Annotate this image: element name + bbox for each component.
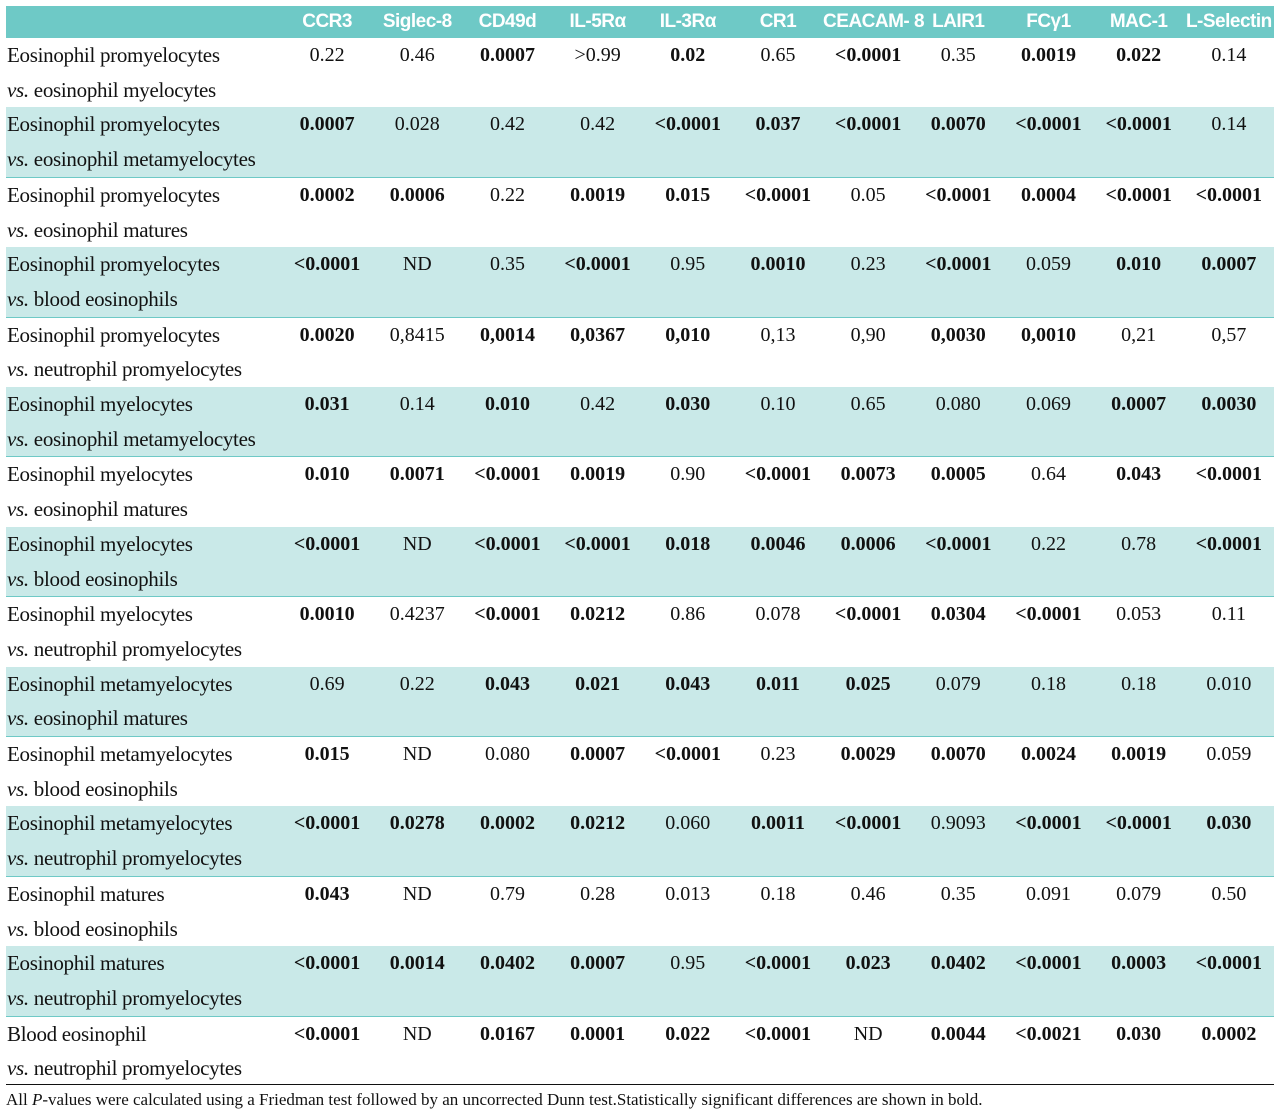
p-value-cell: <0.0001 — [1195, 463, 1263, 486]
p-value-cell: 0.28 — [580, 882, 616, 905]
p-value-cell: 0.46 — [850, 882, 886, 905]
p-value-cell: 0.021 — [553, 667, 643, 737]
p-value-cell: 0.18 — [760, 882, 796, 905]
p-value-cell: 0.0070 — [930, 743, 986, 766]
p-value-cell: <0.0001 — [282, 527, 372, 597]
comparison-label — [6, 806, 282, 876]
p-value-cell: <0.0001 — [823, 806, 913, 876]
p-value-cell: 0.069 — [1003, 387, 1093, 457]
p-value-cell: 0.0007 — [479, 44, 535, 66]
p-value-cell: 0.22 — [489, 183, 525, 206]
comparison-group-a: Eosinophil myelocytes — [7, 602, 193, 627]
table-row — [6, 38, 1274, 107]
comparison-label — [6, 317, 282, 387]
p-value-cell: 0.013 — [665, 882, 711, 905]
table-row — [6, 597, 1274, 667]
p-value-cell: 0.022 — [1116, 44, 1162, 66]
p-value-cell: 0.010 — [462, 387, 552, 457]
p-value-cell: ND — [402, 1022, 432, 1045]
comparison-label — [6, 387, 282, 457]
table-row — [6, 946, 1274, 1016]
vs-label: vs. — [7, 846, 29, 871]
p-value-cell: 0.043 — [1116, 463, 1162, 486]
p-value-cell: 0.14 — [1211, 44, 1247, 66]
p-value-cell: 0.025 — [823, 667, 913, 737]
p-value-cell: 0,010 — [665, 323, 711, 346]
p-value-cell: 0.0019 — [570, 463, 626, 486]
p-value-cell: 0.078 — [755, 603, 801, 626]
header-cell: FCγ1 — [1026, 11, 1071, 32]
p-value-cell: <0.0001 — [1184, 527, 1274, 597]
p-value-cell: <0.0001 — [282, 247, 372, 317]
header-cell: CCR3 — [302, 11, 352, 32]
p-value-cell: 0.05 — [850, 183, 886, 206]
p-value-cell: 0,0030 — [930, 323, 986, 346]
p-value-cell: 0.0029 — [840, 743, 896, 766]
comparison-group-a: Eosinophil promyelocytes — [7, 322, 220, 347]
vs-label: vs. — [7, 426, 29, 451]
p-value-cell: 0.11 — [1211, 603, 1246, 626]
table-row — [6, 387, 1274, 457]
p-value-cell: 0.86 — [670, 603, 706, 626]
vs-label: vs. — [7, 286, 29, 311]
p-value-cell: 0.0304 — [930, 603, 986, 626]
p-value-cell: 0.14 — [372, 387, 462, 457]
p-value-cell: 0.091 — [1025, 882, 1071, 905]
p-value-cell: 0.0007 — [553, 946, 643, 1016]
p-value-cell: 0.018 — [643, 527, 733, 597]
p-value-cell: 0.0024 — [1020, 743, 1076, 766]
p-value-cell: 0.46 — [399, 44, 435, 66]
p-value-cell: <0.0001 — [282, 806, 372, 876]
p-value-cell: 0.35 — [940, 44, 976, 66]
p-value-cell: 0.0001 — [570, 1022, 626, 1045]
comparison-group-a: Eosinophil matures — [7, 951, 165, 976]
p-value-cell: 0.0006 — [389, 183, 445, 206]
header-cell: CD49d — [478, 11, 537, 32]
p-value-cell: 0.0005 — [930, 463, 986, 486]
comparison-group-a: Eosinophil metamyelocytes — [7, 811, 233, 836]
p-value-cell: 0.42 — [553, 387, 643, 457]
p-value-cell: 0.22 — [309, 44, 345, 66]
p-value-cell: ND — [372, 247, 462, 317]
p-value-cell: <0.0001 — [553, 527, 643, 597]
p-value-cell: 0.42 — [553, 107, 643, 177]
p-value-cell: 0.0046 — [733, 527, 823, 597]
p-value-cell: 0.9093 — [913, 806, 1003, 876]
p-value-cell: <0.0001 — [474, 603, 541, 626]
header-cell: CR1 — [759, 11, 797, 32]
table-row — [6, 876, 1274, 946]
footnote-prefix: All — [6, 1090, 32, 1109]
p-value-cell: 0.0030 — [1184, 387, 1274, 457]
p-value-cell: 0.22 — [1003, 527, 1093, 597]
p-value-cell: ND — [402, 882, 432, 905]
comparison-group-a: Eosinophil promyelocytes — [7, 43, 220, 67]
p-value-cell: <0.0001 — [744, 463, 812, 486]
header-cell: LAIR1 — [932, 11, 985, 32]
p-value-cell: 0.50 — [1211, 882, 1247, 905]
p-value-cell: ND — [853, 1022, 883, 1045]
comparison-group-b: neutrophil promyelocytes — [28, 1056, 242, 1081]
p-value-cell: 0.0071 — [389, 463, 445, 486]
p-value-cell: <0.0001 — [282, 946, 372, 1016]
footnote-p-italic: P — [31, 1090, 43, 1109]
vs-label: vs. — [7, 636, 29, 661]
p-value-cell: <0.0001 — [1184, 946, 1274, 1016]
p-value-cell: 0.42 — [462, 107, 552, 177]
comparison-label — [6, 1016, 282, 1086]
p-value-cell: 0.0402 — [462, 946, 552, 1016]
p-value-cell: 0.031 — [282, 387, 372, 457]
p-value-cell: 0.02 — [670, 44, 706, 66]
p-value-cell: <0.0001 — [823, 107, 913, 177]
p-value-cell: 0.080 — [913, 387, 1003, 457]
comparison-label — [6, 876, 282, 946]
p-value-cell: 0.18 — [1094, 667, 1184, 737]
comparison-group-a: Blood eosinophil — [7, 1021, 147, 1046]
table-row — [6, 317, 1274, 387]
table-footnote — [6, 1090, 982, 1110]
vs-label: vs. — [7, 566, 29, 591]
p-value-cell: 0.18 — [1003, 667, 1093, 737]
p-value-cell: 0,0010 — [1020, 323, 1076, 346]
p-value-cell: <0.0001 — [1003, 806, 1093, 876]
table-row — [6, 737, 1274, 807]
p-value-cell: 0.0007 — [570, 743, 626, 766]
comparison-group-b: eosinophil metamyelocytes — [28, 147, 256, 172]
p-value-cell: 0,90 — [850, 323, 886, 346]
p-value-cell: 0.0007 — [1184, 247, 1274, 317]
p-value-cell: 0.90 — [670, 463, 706, 486]
p-value-cell: <0.0001 — [744, 183, 812, 206]
comparison-label — [6, 667, 282, 737]
comparison-group-a: Eosinophil promyelocytes — [7, 182, 220, 207]
p-value-cell: 0.0402 — [913, 946, 1003, 1016]
table-row — [6, 1016, 1274, 1086]
p-value-cell: 0.64 — [1030, 463, 1066, 486]
footnote-suffix: -values were calculated using a Friedman test followed by an uncorrected Dunn test.Statistically significant differences are shown in bold. — [42, 1090, 983, 1109]
vs-label: vs. — [7, 497, 29, 522]
vs-label: vs. — [7, 1056, 29, 1081]
p-value-cell: 0.030 — [1184, 806, 1274, 876]
comparison-group-b: blood eosinophils — [28, 916, 178, 941]
comparison-label — [6, 107, 282, 177]
p-value-cell: <0.0001 — [733, 946, 823, 1016]
p-value-cell: >0.99 — [574, 44, 621, 66]
p-value-cell: 0.043 — [643, 667, 733, 737]
p-value-cell: 0,57 — [1211, 323, 1247, 346]
comparison-group-a: Eosinophil metamyelocytes — [7, 742, 233, 767]
comparison-label — [6, 737, 282, 807]
comparison-group-b: blood eosinophils — [28, 776, 178, 801]
p-value-cell: 0.0006 — [823, 527, 913, 597]
comparison-label — [6, 38, 282, 107]
p-value-cell: 0.0007 — [1094, 387, 1184, 457]
p-value-cell: 0.037 — [733, 107, 823, 177]
p-value-cell: <0.0001 — [744, 1022, 812, 1045]
table-body — [6, 38, 1274, 1086]
p-value-cell: 0.010 — [1184, 667, 1274, 737]
p-value-cell: 0.0019 — [1020, 44, 1076, 66]
p-value-cell: 0.0014 — [372, 946, 462, 1016]
comparison-group-a: Eosinophil promyelocytes — [7, 112, 220, 137]
vs-label: vs. — [7, 357, 29, 382]
comparison-group-b: neutrophil promyelocytes — [28, 636, 242, 661]
p-value-cell: 0.011 — [733, 667, 823, 737]
p-value-cell: 0.14 — [1184, 107, 1274, 177]
p-value-cell: <0.0001 — [1195, 183, 1263, 206]
vs-label: vs. — [7, 217, 29, 242]
table-row — [6, 527, 1274, 597]
p-value-cell: ND — [372, 527, 462, 597]
comparison-group-b: neutrophil promyelocytes — [28, 985, 242, 1010]
table-row — [6, 667, 1274, 737]
p-value-cell: 0.0007 — [282, 107, 372, 177]
p-value-cell: 0.022 — [665, 1022, 711, 1045]
p-value-cell: <0.0001 — [293, 1022, 361, 1045]
p-value-cell: 0.65 — [823, 387, 913, 457]
comparison-label — [6, 457, 282, 527]
comparison-group-b: eosinophil matures — [28, 706, 188, 731]
header-cell: L-Selectin — [1185, 11, 1272, 32]
p-value-cell: 0.028 — [372, 107, 462, 177]
p-value-cell: 0.0019 — [1111, 743, 1167, 766]
p-value-cell: <0.0001 — [1105, 183, 1172, 206]
vs-label: vs. — [7, 147, 29, 172]
p-value-cell: <0.0001 — [474, 463, 541, 486]
p-value-cell: 0.0167 — [479, 1022, 535, 1045]
p-value-cell: 0.0019 — [570, 183, 626, 206]
p-value-cell: <0.0001 — [913, 247, 1003, 317]
p-value-cell: 0.059 — [1003, 247, 1093, 317]
p-value-cell: <0.0001 — [925, 183, 992, 206]
p-value-cell: <0.0001 — [1015, 603, 1082, 626]
p-value-cell: 0.0070 — [913, 107, 1003, 177]
header-row — [6, 6, 1274, 38]
p-value-cell: 0.030 — [643, 387, 733, 457]
header-cell: IL-5Rα — [569, 11, 626, 32]
p-value-cell: <0.0001 — [1003, 946, 1093, 1016]
header-cell: IL-3Rα — [659, 11, 716, 32]
pvalue-table-container — [6, 6, 1274, 1086]
p-value-cell: 0.23 — [823, 247, 913, 317]
comparison-group-b: blood eosinophils — [28, 286, 178, 311]
p-value-cell: 0.79 — [489, 882, 525, 905]
p-value-cell: 0.080 — [484, 743, 530, 766]
p-value-cell: 0.35 — [940, 882, 976, 905]
vs-label: vs. — [7, 776, 29, 801]
p-value-cell: 0.010 — [1094, 247, 1184, 317]
table-row — [6, 806, 1274, 876]
p-value-cell: 0.4237 — [389, 603, 445, 626]
pvalue-table — [6, 6, 1274, 1086]
comparison-label — [6, 597, 282, 667]
comparison-group-b: eosinophil metamyelocytes — [28, 426, 256, 451]
p-value-cell: 0,13 — [760, 323, 796, 346]
vs-label: vs. — [7, 916, 29, 941]
p-value-cell: <0.0001 — [834, 44, 902, 66]
p-value-cell: <0.0001 — [553, 247, 643, 317]
comparison-label — [6, 177, 282, 247]
header-label-column — [6, 6, 282, 38]
p-value-cell: 0.030 — [1116, 1022, 1162, 1045]
p-value-cell: 0.35 — [462, 247, 552, 317]
p-value-cell: 0.0278 — [372, 806, 462, 876]
p-value-cell: 0.0073 — [840, 463, 896, 486]
p-value-cell: 0.0002 — [462, 806, 552, 876]
vs-label: vs. — [7, 985, 29, 1010]
p-value-cell: 0.0002 — [1201, 1022, 1257, 1045]
p-value-cell: 0.0020 — [299, 323, 355, 346]
p-value-cell: 0.65 — [760, 44, 796, 66]
p-value-cell: 0.010 — [304, 463, 350, 486]
p-value-cell: 0.22 — [372, 667, 462, 737]
comparison-group-b: neutrophil promyelocytes — [28, 846, 242, 871]
table-row — [6, 457, 1274, 527]
p-value-cell: 0.0003 — [1094, 946, 1184, 1016]
p-value-cell: 0.0212 — [570, 603, 626, 626]
p-value-cell: 0.059 — [1206, 743, 1252, 766]
comparison-group-b: eosinophil matures — [28, 497, 188, 522]
p-value-cell: <0.0001 — [643, 107, 733, 177]
p-value-cell: 0.043 — [304, 882, 350, 905]
p-value-cell: 0.023 — [823, 946, 913, 1016]
p-value-cell: ND — [402, 743, 432, 766]
table-header — [6, 6, 1274, 38]
p-value-cell: 0.0004 — [1020, 183, 1076, 206]
p-value-cell: <0.0001 — [1094, 107, 1184, 177]
p-value-cell: 0,0014 — [479, 323, 535, 346]
p-value-cell: <0.0001 — [654, 743, 721, 766]
p-value-cell: <0.0001 — [834, 603, 902, 626]
p-value-cell: 0.95 — [643, 247, 733, 317]
header-cell: MAC-1 — [1109, 11, 1168, 32]
p-value-cell: 0.78 — [1094, 527, 1184, 597]
p-value-cell: 0.015 — [304, 743, 350, 766]
comparison-group-a: Eosinophil promyelocytes — [7, 252, 220, 277]
comparison-group-a: Eosinophil myelocytes — [7, 531, 193, 556]
vs-label: vs. — [7, 706, 29, 731]
comparison-group-a: Eosinophil myelocytes — [7, 392, 193, 417]
p-value-cell: 0.015 — [665, 183, 711, 206]
comparison-group-a: Eosinophil myelocytes — [7, 462, 193, 487]
footer-rule — [6, 1084, 1274, 1085]
p-value-cell: 0.079 — [1116, 882, 1162, 905]
p-value-cell: 0.69 — [282, 667, 372, 737]
p-value-cell: 0,0367 — [570, 323, 626, 346]
comparison-group-b: eosinophil myelocytes — [28, 77, 216, 102]
comparison-group-b: blood eosinophils — [28, 566, 178, 591]
p-value-cell: 0.0002 — [299, 183, 355, 206]
p-value-cell: <0.0001 — [1003, 107, 1093, 177]
p-value-cell: 0.0011 — [733, 806, 823, 876]
table-row — [6, 247, 1274, 317]
table-row — [6, 177, 1274, 247]
comparison-group-b: neutrophil promyelocytes — [28, 357, 242, 382]
comparison-group-b: eosinophil matures — [28, 217, 188, 242]
header-cell: CEACAM- 8 — [823, 11, 925, 32]
comparison-label — [6, 247, 282, 317]
vs-label: vs. — [7, 77, 29, 102]
p-value-cell: 0,8415 — [389, 323, 445, 346]
p-value-cell: <0.0001 — [1094, 806, 1184, 876]
p-value-cell: 0.95 — [643, 946, 733, 1016]
p-value-cell: 0,21 — [1121, 323, 1157, 346]
p-value-cell: 0.10 — [733, 387, 823, 457]
p-value-cell: 0.043 — [462, 667, 552, 737]
p-value-cell: 0.0010 — [299, 603, 355, 626]
p-value-cell: 0.23 — [760, 743, 796, 766]
comparison-group-a: Eosinophil matures — [7, 881, 165, 906]
p-value-cell: 0.0212 — [553, 806, 643, 876]
table-row — [6, 107, 1274, 177]
p-value-cell: 0.053 — [1116, 603, 1162, 626]
comparison-label — [6, 946, 282, 1016]
p-value-cell: <0.0001 — [913, 527, 1003, 597]
p-value-cell: <0.0021 — [1015, 1022, 1082, 1045]
comparison-label — [6, 527, 282, 597]
p-value-cell: 0.0044 — [930, 1022, 986, 1045]
comparison-group-a: Eosinophil metamyelocytes — [7, 671, 233, 696]
header-cell: Siglec-8 — [382, 11, 452, 32]
p-value-cell: 0.0010 — [733, 247, 823, 317]
p-value-cell: 0.079 — [913, 667, 1003, 737]
p-value-cell: <0.0001 — [462, 527, 552, 597]
p-value-cell: 0.060 — [643, 806, 733, 876]
